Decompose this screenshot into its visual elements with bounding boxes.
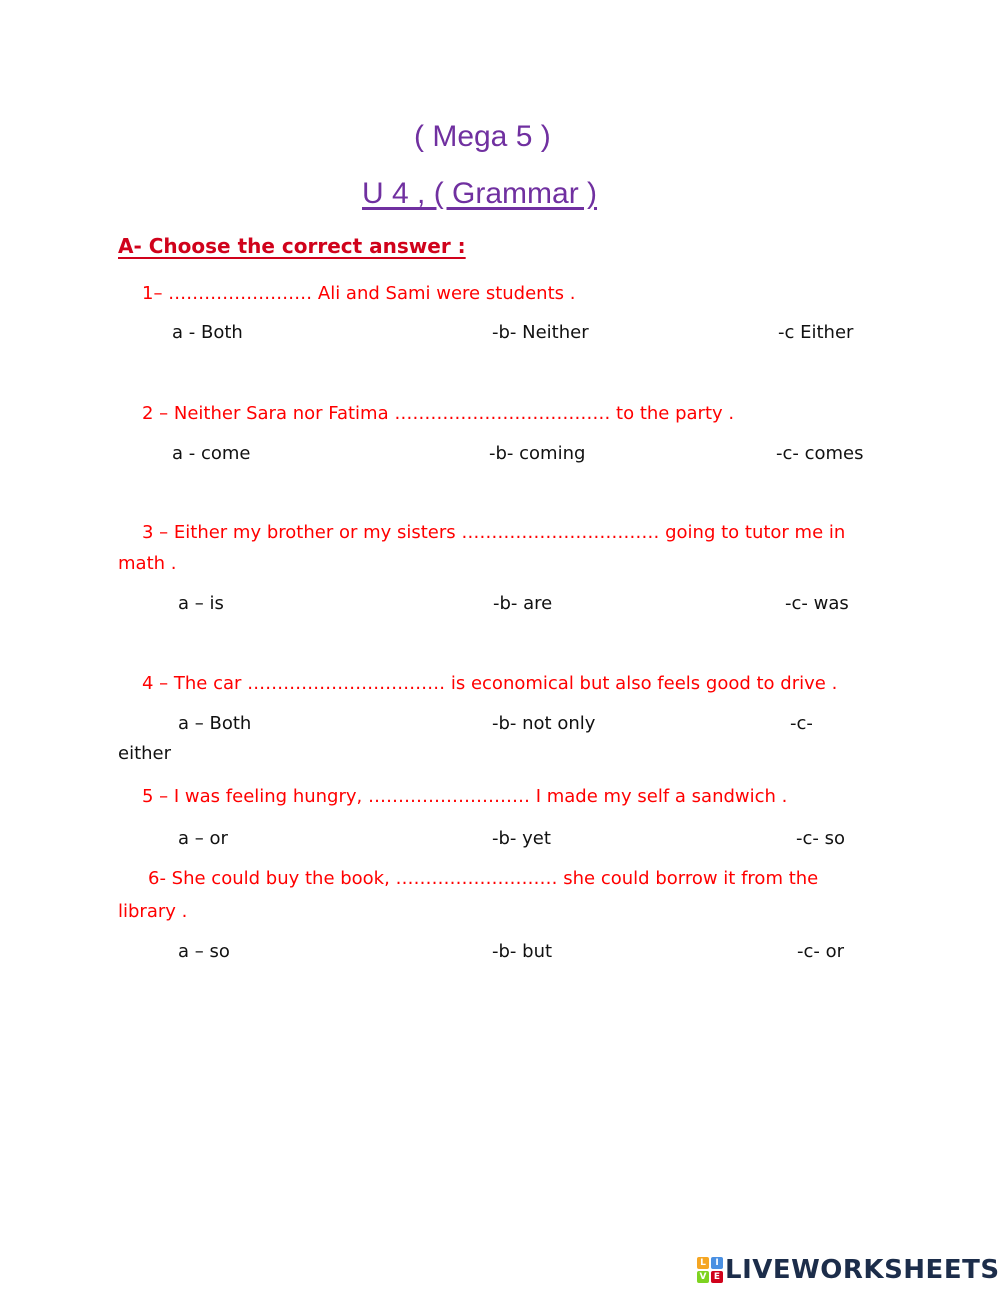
question-4-option-a[interactable]: a – Both (178, 713, 252, 734)
worksheet-subtitle: U 4 , ( Grammar ) (362, 177, 598, 210)
logo-cube-e: E (711, 1271, 723, 1283)
logo-cube-i: I (711, 1257, 723, 1269)
logo-text: LIVEWORKSHEETS (725, 1255, 1000, 1285)
question-5-text: 5 – I was feeling hungry, ……………………… I made my self a sandwich . (142, 786, 788, 807)
logo-cubes-icon (697, 1257, 723, 1283)
question-1-text: 1– …………………… Ali and Sami were students . (142, 283, 576, 304)
question-2-option-a[interactable]: a - come (172, 443, 251, 464)
question-4-option-c[interactable]: -c- (790, 713, 813, 734)
question-5-option-a[interactable]: a – or (178, 828, 228, 849)
question-5-option-b[interactable]: -b- yet (492, 828, 551, 849)
question-4-text: 4 – The car …………………………… is economical but also feels good to drive . (142, 673, 838, 694)
question-4-option-c-text[interactable]: either (118, 743, 172, 764)
liveworksheets-logo (697, 1255, 1000, 1285)
question-4-option-b[interactable]: -b- not only (492, 713, 596, 734)
question-3-text-line2: math . (118, 553, 177, 574)
question-2-option-c[interactable]: -c- comes (776, 443, 864, 464)
question-3-text-line1: 3 – Either my brother or my sisters …………………………… going to tutor me in (142, 522, 846, 543)
question-6-text-line1: 6- She could buy the book, ……………………… she could borrow it from the (148, 868, 819, 889)
worksheet-title: ( Mega 5 ) (414, 120, 551, 153)
question-3-option-c[interactable]: -c- was (785, 593, 849, 614)
question-5-option-c[interactable]: -c- so (796, 828, 845, 849)
question-1-option-a[interactable]: a - Both (172, 322, 243, 343)
question-1-option-b[interactable]: -b- Neither (492, 322, 589, 343)
question-3-option-b[interactable]: -b- are (493, 593, 553, 614)
question-6-option-a[interactable]: a – so (178, 941, 230, 962)
question-6-option-b[interactable]: -b- but (492, 941, 553, 962)
question-2-text: 2 – Neither Sara nor Fatima ……………………………… to the party . (142, 403, 735, 424)
question-2-option-b[interactable]: -b- coming (489, 443, 586, 464)
section-heading: A- Choose the correct answer : (118, 234, 466, 258)
logo-cube-l: L (697, 1257, 709, 1269)
question-6-text-line2: library . (118, 901, 188, 922)
logo-cube-v: V (697, 1271, 709, 1283)
question-1-option-c[interactable]: -c Either (778, 322, 854, 343)
question-6-option-c[interactable]: -c- or (797, 941, 845, 962)
question-3-option-a[interactable]: a – is (178, 593, 224, 614)
